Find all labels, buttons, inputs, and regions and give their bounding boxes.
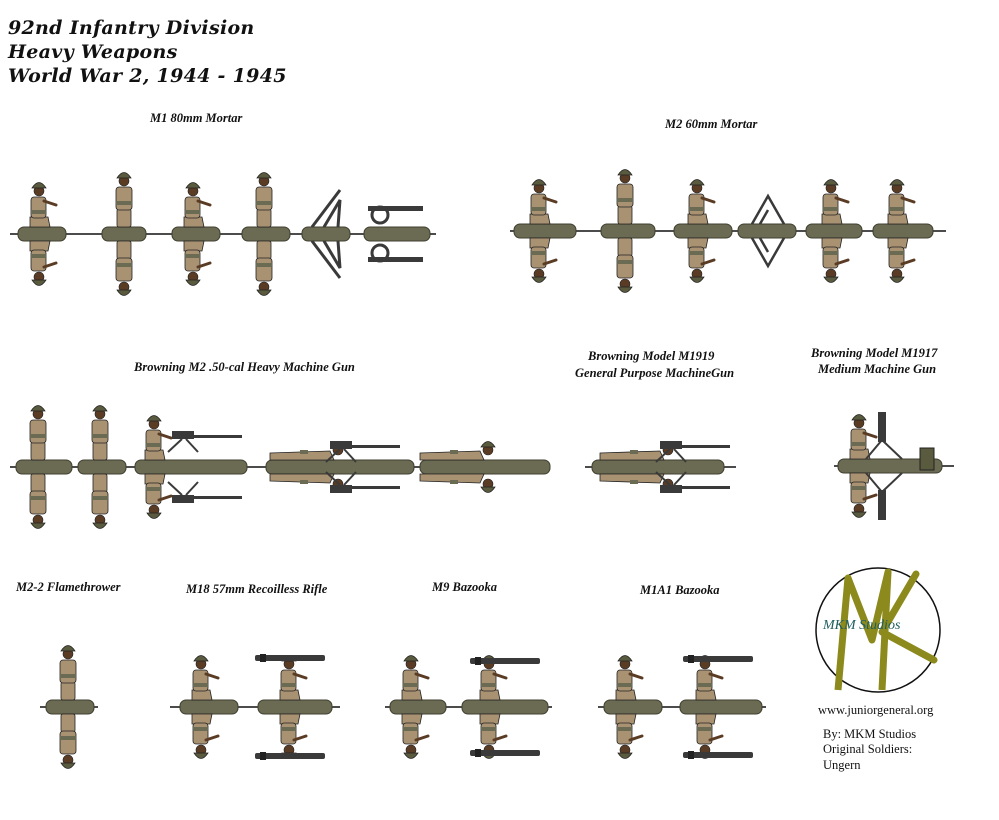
base-m1a1 [604,700,762,714]
title-line-3: World War 2, 1944 - 1945 [8,65,287,87]
label-m1917-line2: Medium Machine Gun [818,362,937,376]
label-m18-rifle: M18 57mm Recoilless Rifle [186,582,328,596]
title-line-1: 92nd Infantry Division [8,17,255,39]
label-m1919-line2: General Purpose MachineGun [575,366,735,380]
credit-author: Ungern [823,758,861,772]
label-m1917-line1: Browning Model M1917 [811,346,938,360]
label-m1-mortar: M1 80mm Mortar [150,111,243,125]
base-row2-left [16,460,550,474]
label-m1919-line1: Browning Model M1919 [588,349,715,363]
label-m1a1-bazooka: M1A1 Bazooka [640,583,720,597]
logo-text: MKM Studios [823,618,901,633]
base-flamethrower [46,700,94,714]
credit-original: Original Soldiers: [823,742,913,756]
label-m2-hmg: Browning M2 .50-cal Heavy Machine Gun [134,360,355,374]
title-line-2: Heavy Weapons [8,41,178,63]
base-m9 [390,700,548,714]
credit-by: By: MKM Studios [823,727,917,741]
label-m2-mortar: M2 60mm Mortar [665,117,758,131]
base-m1919 [592,460,724,474]
label-m9-bazooka: M9 Bazooka [432,580,497,594]
credit-website[interactable]: www.juniorgeneral.org [818,703,934,717]
label-flamethrower: M2-2 Flamethrower [16,580,121,594]
